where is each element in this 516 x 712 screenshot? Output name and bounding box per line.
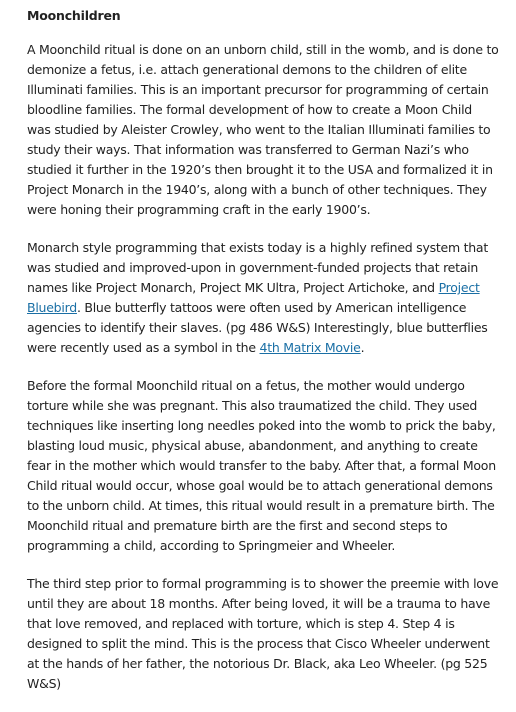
paragraph-2-text-a: Monarch style programming that exists today is a highly refined system that was studied and improved-upon in government-funded projects that retain names like Project Monarch, Project MK Ultra, Project Artichoke, and bbox=[27, 240, 488, 295]
paragraph-4: The third step prior to formal programming is to shower the preemie with love until they are about 18 months. After being loved, it will be a trauma to have that love removed, and replaced with torture, which is step 4. Step 4 is designed to split the mind. This is the process that Cisco Wheeler underwent at the hands of her father, the notorious Dr. Black, aka Leo Wheeler. (pg 525 W&S) bbox=[27, 576, 499, 691]
article bbox=[27, 6, 499, 712]
paragraph-2-text-b: . Blue butterfly tattoos were often used by American intelligence agencies to identify their slaves. (pg 486 W&S) Interestingly, blue butterflies were recently used as a symbol in the bbox=[27, 300, 488, 355]
paragraph-2-text-c: . bbox=[360, 340, 365, 355]
project-bluebird-link[interactable]: Project Bluebird bbox=[27, 280, 480, 315]
paragraph-3: Before the formal Moonchild ritual on a fetus, the mother would undergo torture while she was pregnant. This also traumatized the child. They used techniques like inserting long needles poked into the womb to prick the baby, blasting loud music, physical abuse, abandonment, and anything to create fear in the mother which would transfer to the baby. After that, a formal Moon Child ritual would occur, whose goal would be to attach generational demons to the unborn child. At times, this ritual would result in a premature birth. The Moonchild ritual and premature birth are the first and second steps to programming a child, according to Springmeier and Wheeler. bbox=[27, 378, 496, 553]
paragraph-2 bbox=[27, 238, 499, 358]
article-title: Moonchildren bbox=[27, 8, 121, 23]
paragraph-1: A Moonchild ritual is done on an unborn child, still in the womb, and is done to demonize a fetus, i.e. attach generational demons to the children of elite Illuminati families. This is an important precursor for programming of certain bloodline families. The formal development of how to create a Moon Child was studied by Aleister Crowley, who went to the Italian Illuminati families to study their ways. That information was transferred to German Nazi’s who studied it further in the 1920’s then brought it to the USA and formalized it in Project Monarch in the 1940’s, along with a bunch of other techniques. They were honing their programming craft in the early 1900’s. bbox=[27, 42, 499, 217]
matrix-movie-link[interactable]: 4th Matrix Movie bbox=[259, 340, 361, 355]
